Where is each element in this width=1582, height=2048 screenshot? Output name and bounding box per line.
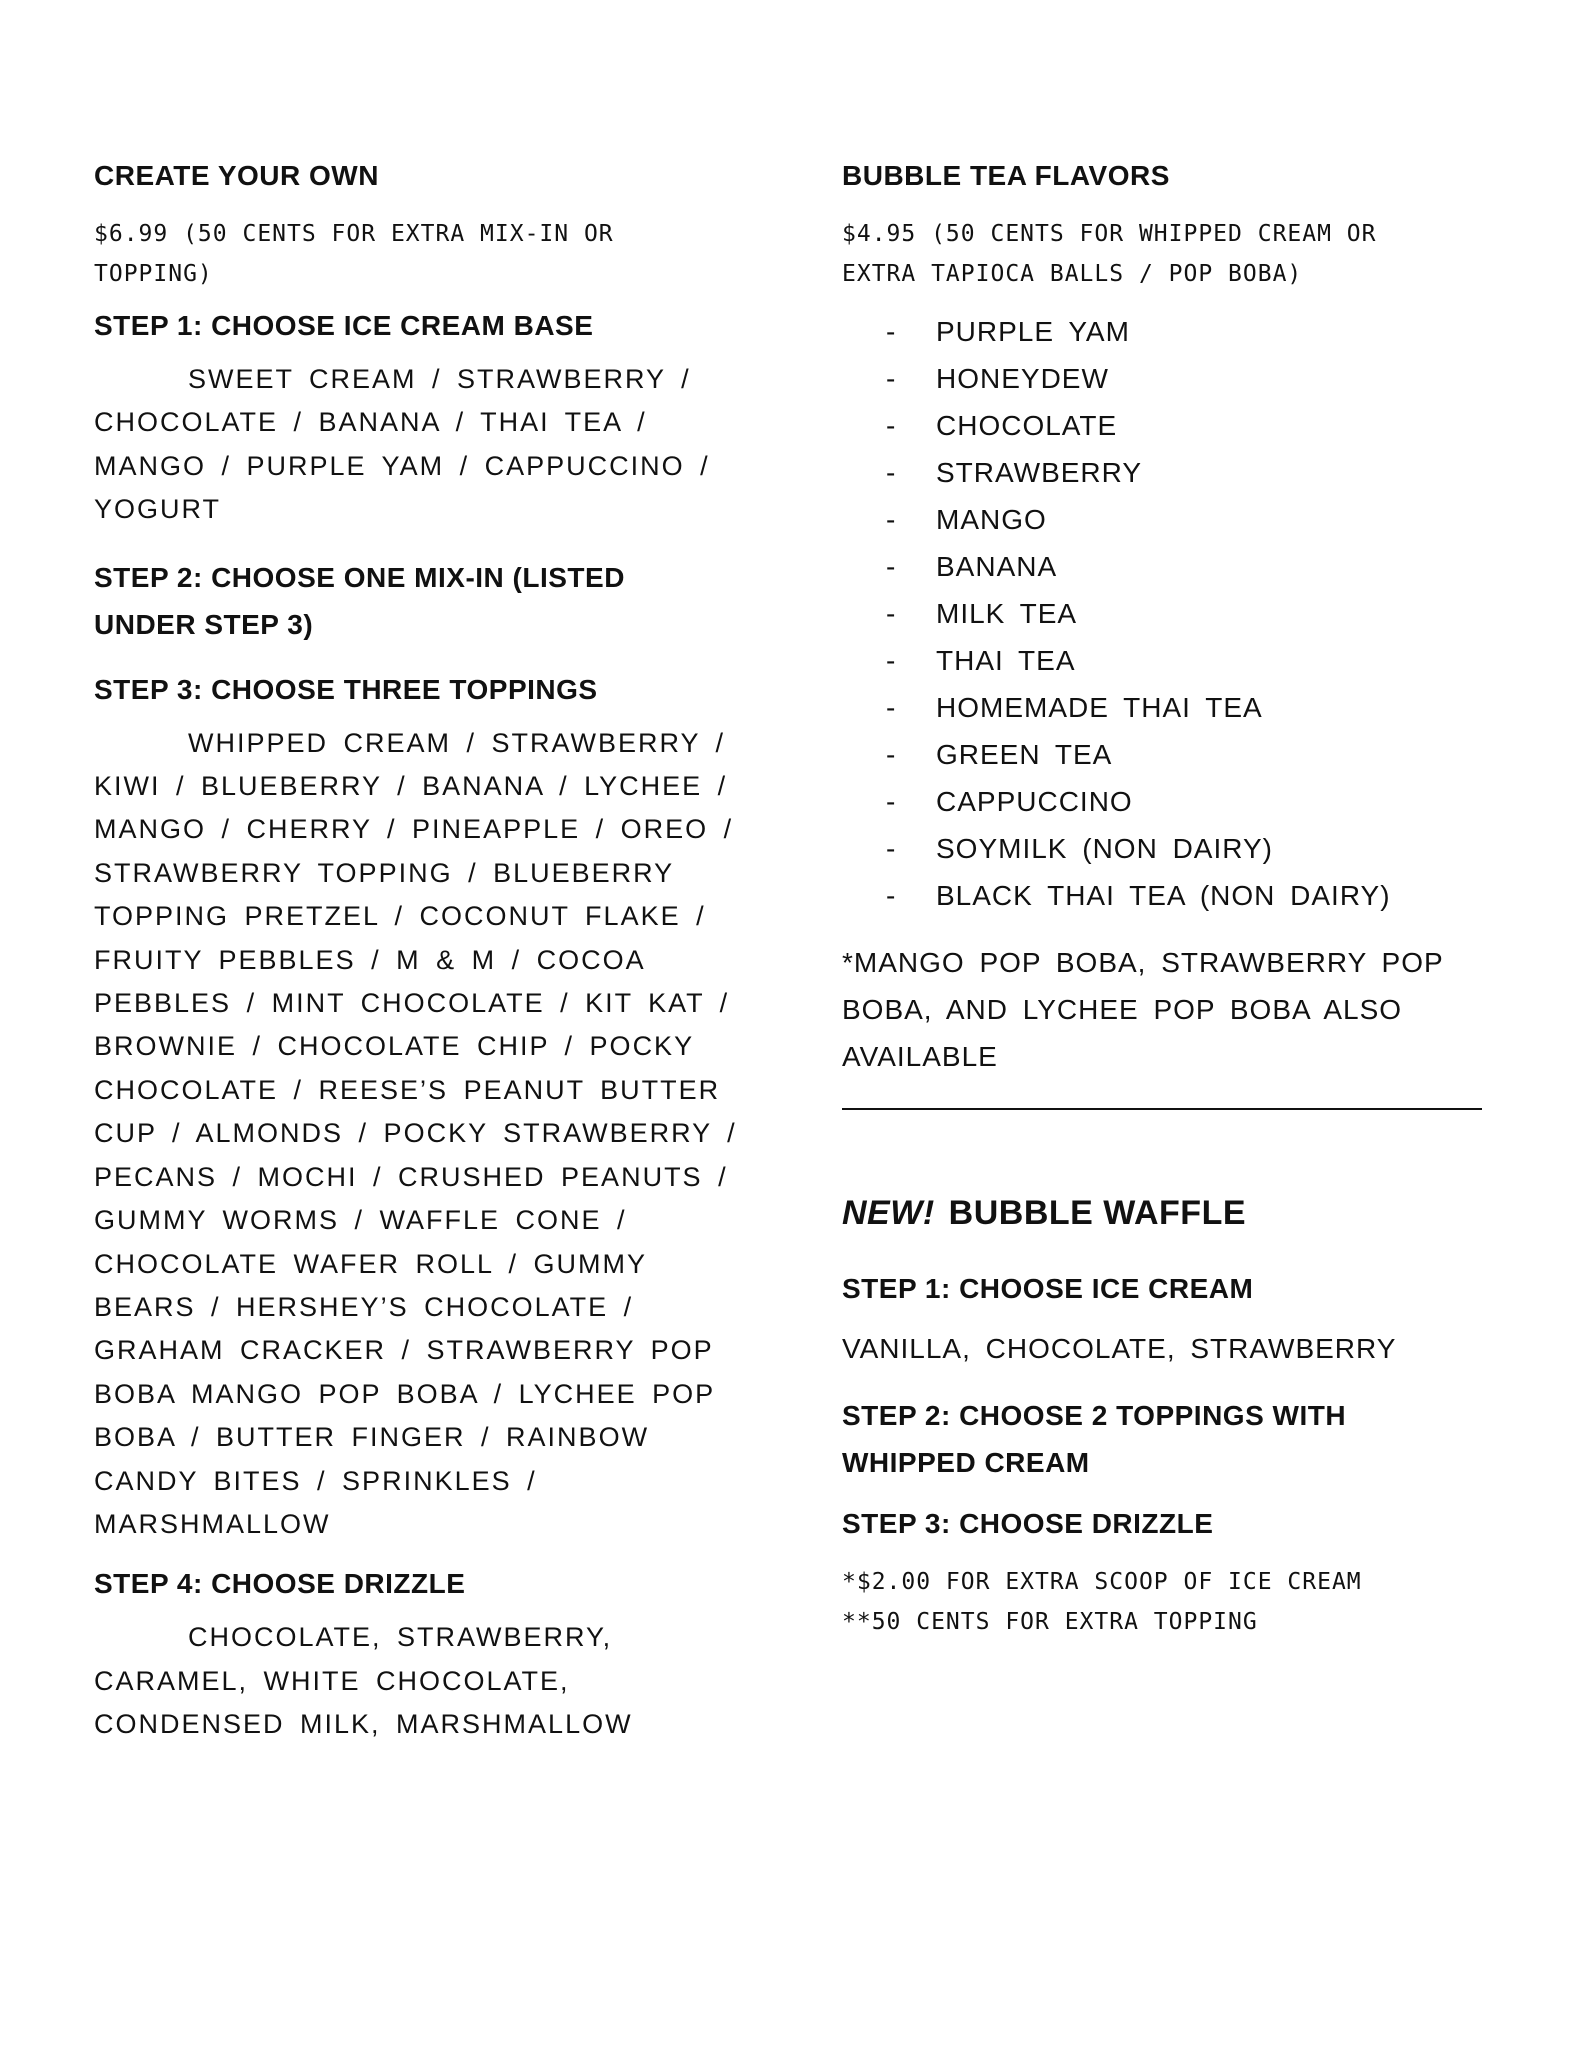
list-dash: - <box>886 410 897 441</box>
flavor-list-item: - BANANA <box>842 543 1492 590</box>
step4-options: CHOCOLATE, STRAWBERRY, CARAMEL, WHITE CHOCOLATE, CONDENSED MILK, MARSHMALLOW <box>94 1622 633 1740</box>
list-dash: - <box>886 598 897 629</box>
flavor-list-item: - MILK TEA <box>842 590 1492 637</box>
section-divider <box>842 1108 1482 1110</box>
flavor-list-item: - HOMEMADE THAI TEA <box>842 684 1492 731</box>
list-dash: - <box>886 316 897 347</box>
bubble-tea-title: BUBBLE TEA FLAVORS <box>842 160 1170 191</box>
create-your-own-price: $6.99 (50 CENTS FOR EXTRA MIX-IN OR TOPPING) <box>94 221 614 287</box>
flavor-list-item: - SOYMILK (NON DAIRY) <box>842 825 1492 872</box>
flavor-list-item: - MANGO <box>842 496 1492 543</box>
waffle-step1-title: STEP 1: CHOOSE ICE CREAM <box>842 1273 1254 1304</box>
step4-title: STEP 4: CHOOSE DRIZZLE <box>94 1568 466 1600</box>
list-dash: - <box>886 739 897 770</box>
list-dash: - <box>886 457 897 488</box>
bubble-tea-section <box>842 160 1492 1642</box>
flavor-list-item: - CHOCOLATE <box>842 402 1492 449</box>
waffle-note-extra-scoop: *$2.00 FOR EXTRA SCOOP OF ICE CREAM <box>842 1569 1362 1595</box>
flavor-list-item: - CAPPUCCINO <box>842 778 1492 825</box>
waffle-step3-title: STEP 3: CHOOSE DRIZZLE <box>842 1508 1214 1539</box>
step1-title: STEP 1: CHOOSE ICE CREAM BASE <box>94 310 594 341</box>
bubble-tea-price: $4.95 (50 CENTS FOR WHIPPED CREAM OR EXTRA TAPIOCA BALLS / POP BOBA) <box>842 221 1377 287</box>
waffle-step1-options: VANILLA, CHOCOLATE, STRAWBERRY <box>842 1333 1397 1364</box>
list-dash: - <box>886 833 897 864</box>
list-dash: - <box>886 645 897 676</box>
step3-options: WHIPPED CREAM / STRAWBERRY / KIWI / BLUEBERRY / BANANA / LYCHEE / MANGO / CHERRY / PINEAPPLE / OREO / STRAWBERRY TOPPING / BLUEBERRY TOPPING PRETZEL / COCONUT FLAKE / FRUITY PEBBLES / M & M / COCOA PEBBLES / MINT CHOCOLATE / KIT KAT / BROWNIE / CHOCOLATE CHIP / POCKY CHOCOLATE / REESE’S PEANUT BUTTER CUP / ALMONDS / POCKY STRAWBERRY / PECANS / MOCHI / CRUSHED PEANUTS / GUMMY WORMS / WAFFLE CONE / CHOCOLATE WAFER ROLL / GUMMY BEARS / HERSHEY’S CHOCOLATE / GRAHAM CRACKER / STRAWBERRY POP BOBA MANGO POP BOBA / LYCHEE POP BOBA / BUTTER FINGER / RAINBOW CANDY BITES / SPRINKLES / MARSHMALLOW <box>94 727 737 1539</box>
bubble-tea-flavor-list <box>842 308 1492 919</box>
flavor-list-item: - PURPLE YAM <box>842 308 1492 355</box>
step2-title: STEP 2: CHOOSE ONE MIX-IN (LISTED UNDER STEP 3) <box>94 561 625 640</box>
flavor-list-item: - HONEYDEW <box>842 355 1492 402</box>
create-your-own-title: CREATE YOUR OWN <box>94 160 379 191</box>
step3-title: STEP 3: CHOOSE THREE TOPPINGS <box>94 673 598 705</box>
bubble-waffle-title-text: BUBBLE WAFFLE <box>948 1194 1247 1232</box>
waffle-step2-title: STEP 2: CHOOSE 2 TOPPINGS WITH WHIPPED CREAM <box>842 1400 1347 1478</box>
pop-boba-note: *MANGO POP BOBA, STRAWBERRY POP BOBA, AND LYCHEE POP BOBA ALSO AVAILABLE <box>842 947 1444 1072</box>
list-dash: - <box>886 551 897 582</box>
list-dash: - <box>886 880 897 911</box>
flavor-list-item: - BLACK THAI TEA (NON DAIRY) <box>842 872 1492 919</box>
flavor-list-item: - STRAWBERRY <box>842 449 1492 496</box>
list-dash: - <box>886 363 897 394</box>
create-your-own-section <box>94 160 754 1747</box>
new-label: NEW! <box>842 1194 935 1232</box>
waffle-note-extra-topping: **50 CENTS FOR EXTRA TOPPING <box>842 1609 1258 1635</box>
step1-options: SWEET CREAM / STRAWBERRY / CHOCOLATE / BANANA / THAI TEA / MANGO / PURPLE YAM / CAPPUCCINO / YOGURT <box>94 364 710 525</box>
flavor-list-item: - GREEN TEA <box>842 731 1492 778</box>
flavor-list-item: - THAI TEA <box>842 637 1492 684</box>
list-dash: - <box>886 504 897 535</box>
list-dash: - <box>886 692 897 723</box>
bubble-waffle-title <box>842 1194 1492 1233</box>
list-dash: - <box>886 786 897 817</box>
